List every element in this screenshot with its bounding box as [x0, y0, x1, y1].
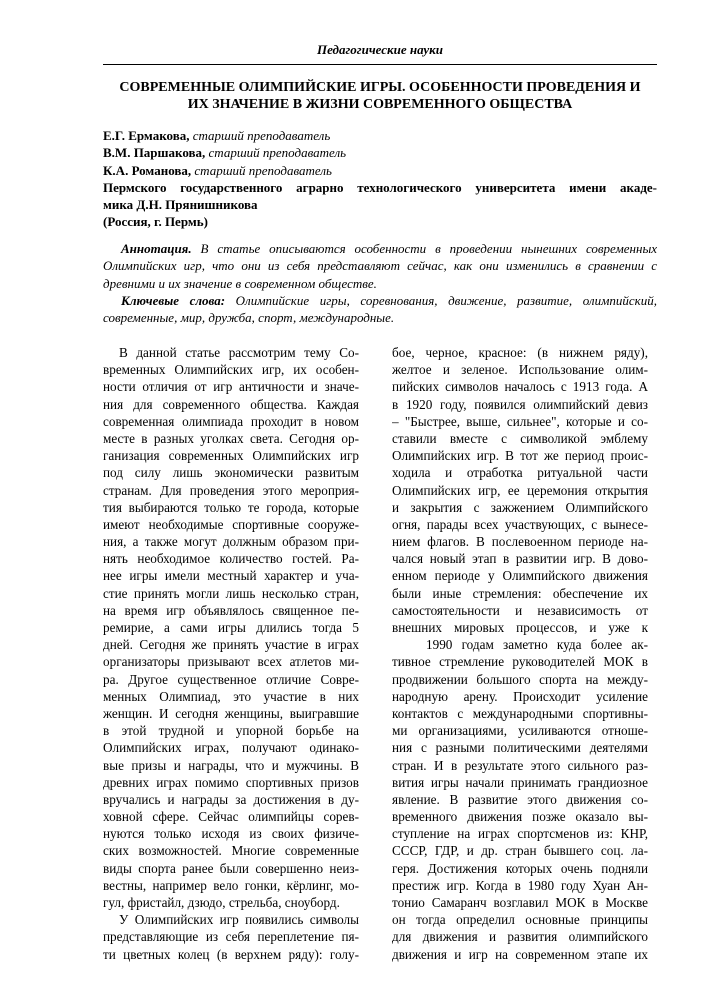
body-line: вручались и награды за достижения в ду-: [103, 791, 359, 807]
body-line: чался новый этап в развитии игр. В дово-: [392, 551, 648, 567]
body-line: явление. В развитие этого движения со-: [392, 791, 648, 807]
body-line: внешних мировых процессов, и уже к: [392, 620, 648, 635]
article-title: [103, 79, 657, 113]
body-line: ставили вместе с символикой эмблему: [392, 430, 648, 446]
body-line: временного движения позже оказало вы-: [392, 809, 648, 825]
body-line: на время игр объявлялось священное пе-: [103, 602, 359, 618]
body-line: дней. Сегодня же принять участие в играх: [103, 637, 359, 653]
body-line: временных Олимпийских игр, их особен-: [103, 362, 359, 378]
body-line: самостоятельности и независимость от: [392, 602, 648, 618]
body-line: ганизация современных Олимпийских игр: [103, 448, 359, 464]
body-line: Олимпийских игр. В тот же период проис-: [392, 448, 648, 464]
body-line: ховной сфере. Сейчас олимпийцы сорев-: [103, 809, 359, 825]
body-line: женщин. И сегодня женщины, выигравшие: [103, 705, 359, 721]
body-line: енном периоде у Олимпийского движения: [392, 568, 648, 584]
abstract-text: В статье описываются особенности в проведении нынешних современных Олимпийских игр, что они из себя представляют сейчас, как они изменились в сравнении с древними и их значение в современном обществе.: [103, 241, 658, 291]
body-line: нием флагов. В послевоенном периоде на-: [392, 534, 648, 550]
body-line: имеют необходимые спортивные сооруже-: [103, 516, 359, 532]
abstract-label: Аннотация.: [121, 241, 192, 256]
author-role: старший преподаватель: [192, 128, 331, 143]
body-line: У Олимпийских игр появились символы: [119, 912, 359, 928]
body-line: движения и игр на современном этапе их: [392, 946, 648, 962]
abstract-block: [103, 240, 657, 326]
author-name: Е.Г. Ермакова,: [103, 128, 190, 143]
body-line: бое, черное, красное: (в нижнем ряду),: [392, 345, 648, 360]
body-line: тонио Самаранч возглавил МОК в Москве: [392, 895, 648, 910]
body-line: 1990 годам заметно куда более ак-: [426, 637, 648, 653]
keywords: [103, 292, 657, 327]
author-block: [103, 127, 657, 231]
affiliation-line: Пермского государственного аграрно технологического университета имени акаде-: [103, 179, 657, 195]
title-line: ИХ ЗНАЧЕНИЕ В ЖИЗНИ СОВРЕМЕННОГО ОБЩЕСТВА: [187, 97, 573, 112]
body-line: ти цветных колец (в верхнем ряду): голу-: [103, 946, 359, 962]
body-line: месте в разных уголках света. Сегодня ор-: [103, 430, 359, 446]
keywords-label: Ключевые слова:: [121, 292, 226, 308]
body-line: вития игры начали принимать грандиозное: [392, 774, 648, 790]
body-line: В данной статье рассмотрим тему Со-: [119, 345, 359, 360]
body-line: геря. Достижения которых очень подняли: [392, 860, 648, 876]
author-role: старший преподаватель: [208, 145, 347, 161]
body-line: ности отличия от игр античности и значе-: [103, 379, 359, 395]
body-line: тивное стремление руководителей МОК в: [392, 654, 648, 670]
body-line: продвижении большого спорта на между-: [392, 671, 648, 687]
body-column-left: [103, 344, 359, 963]
abstract: [103, 240, 657, 292]
body-line: виды спорта ранее были совершенно неиз-: [103, 860, 359, 876]
body-line: ских возможностей. Многие современные: [103, 843, 359, 859]
body-line: престиж игр. Когда в 1980 году Хуан Ан-: [392, 877, 648, 893]
body-line: ремирие, а сами игры длились тогда 5: [103, 620, 359, 635]
author-name: В.М. Паршакова,: [103, 145, 206, 161]
body-line: были иные стремления: обеспечение их: [392, 585, 648, 601]
author-role: старший преподаватель: [194, 162, 332, 178]
body-line: организаторы призывают всех атлетов ми-: [103, 654, 359, 670]
body-line: в этой трудной и упорной борьбе на: [103, 723, 359, 739]
body-line: Олимпийских игр, ее церемония открытия: [392, 482, 648, 498]
body-line: странам. Для проведения этого мероприя-: [103, 482, 359, 498]
header-rule: [103, 64, 657, 65]
running-head: Педагогические науки: [316, 42, 443, 57]
author-line: [103, 127, 657, 144]
body-line: – "Быстрее, выше, сильнее", которые и со-: [392, 413, 648, 429]
body-line: нее игры имели местный характер и уча-: [103, 568, 359, 584]
body-line: ния, а также могут должным образом при-: [103, 534, 359, 550]
body-column-right: [392, 344, 648, 963]
body-line: под силу лишь экономически развитым: [103, 465, 359, 481]
body-line: ми организациями, усиливаются отноше-: [392, 723, 648, 739]
body-line: ступление на играх спортсменов из: КНР,: [392, 826, 648, 842]
body-line: для движения и развития олимпийского: [392, 929, 648, 945]
body-line: и закрытия с зажжением Олимпийского: [392, 499, 648, 515]
affiliation-location: (Россия, г. Пермь): [103, 214, 208, 230]
author-line: [103, 144, 657, 161]
body-line: современная олимпиада проходит в новом: [103, 413, 359, 429]
affiliation-line: мика Д.Н. Прянишникова: [103, 197, 258, 213]
body-line: менных Олимпиад, это участие в них: [103, 688, 359, 704]
body-line: контактов с международными спортивны-: [392, 705, 648, 721]
body-line: ходила и отработка ритуальной части: [392, 465, 648, 481]
body-line: гул, фристайл, дзюдо, стрельба, сноуборд.: [103, 895, 340, 910]
body-line: стран. И в результате этого сильного раз-: [392, 757, 648, 773]
body-line: ния для современного общества. Каждая: [103, 396, 359, 412]
body-line: представляющие из себя переплетение пя-: [103, 929, 359, 945]
body-line: тия выбираются только те города, которые: [103, 499, 359, 515]
body-line: желтое и зеленое. Использование олим-: [392, 362, 648, 378]
title-line: СОВРЕМЕННЫЕ ОЛИМПИЙСКИЕ ИГРЫ. ОСОБЕННОСТИ ПРОВЕДЕНИЯ И: [119, 80, 641, 95]
body-line: СССР, ГДР, и др. стран бывшего соц. ла-: [392, 843, 648, 859]
body-line: древних играх помимо спортивных призов: [103, 774, 359, 790]
body-line: огня, парады всех участвующих, с вынесе-: [392, 516, 648, 532]
affiliation: [103, 179, 657, 231]
body-line: стие принять могли лишь несколько стран,: [103, 585, 359, 601]
keywords-text: Олимпийские игры, соревнования, движение, развитие, олимпийский, современные, мир, дружба, спорт, международные.: [103, 292, 657, 326]
body-line: вые призы и награды, что и мужчины. В: [103, 757, 359, 773]
body-line: ния с разными политическими деятелями: [392, 740, 648, 756]
body-line: нять необходимое количество гостей. Ра-: [103, 551, 359, 567]
author-line: [103, 162, 657, 179]
body-line: нуются только исходя из своих физиче-: [103, 826, 359, 842]
body-line: в 1920 году, появился олимпийский девиз: [392, 396, 648, 412]
body-line: вестны, например вело гонки, кёрлинг, мо-: [103, 877, 359, 893]
body-line: ра. Другое существенное отличие Совре-: [103, 671, 359, 687]
body-line: Олимпийских играх, получают одинако-: [103, 740, 359, 756]
body-line: он тогда определил основные принципы: [392, 912, 648, 928]
author-name: К.А. Романова,: [103, 162, 192, 178]
body-line: пийских символов началось с 1913 года. А: [392, 379, 648, 395]
body-line: народную арену. Происходит усиление: [392, 688, 648, 704]
